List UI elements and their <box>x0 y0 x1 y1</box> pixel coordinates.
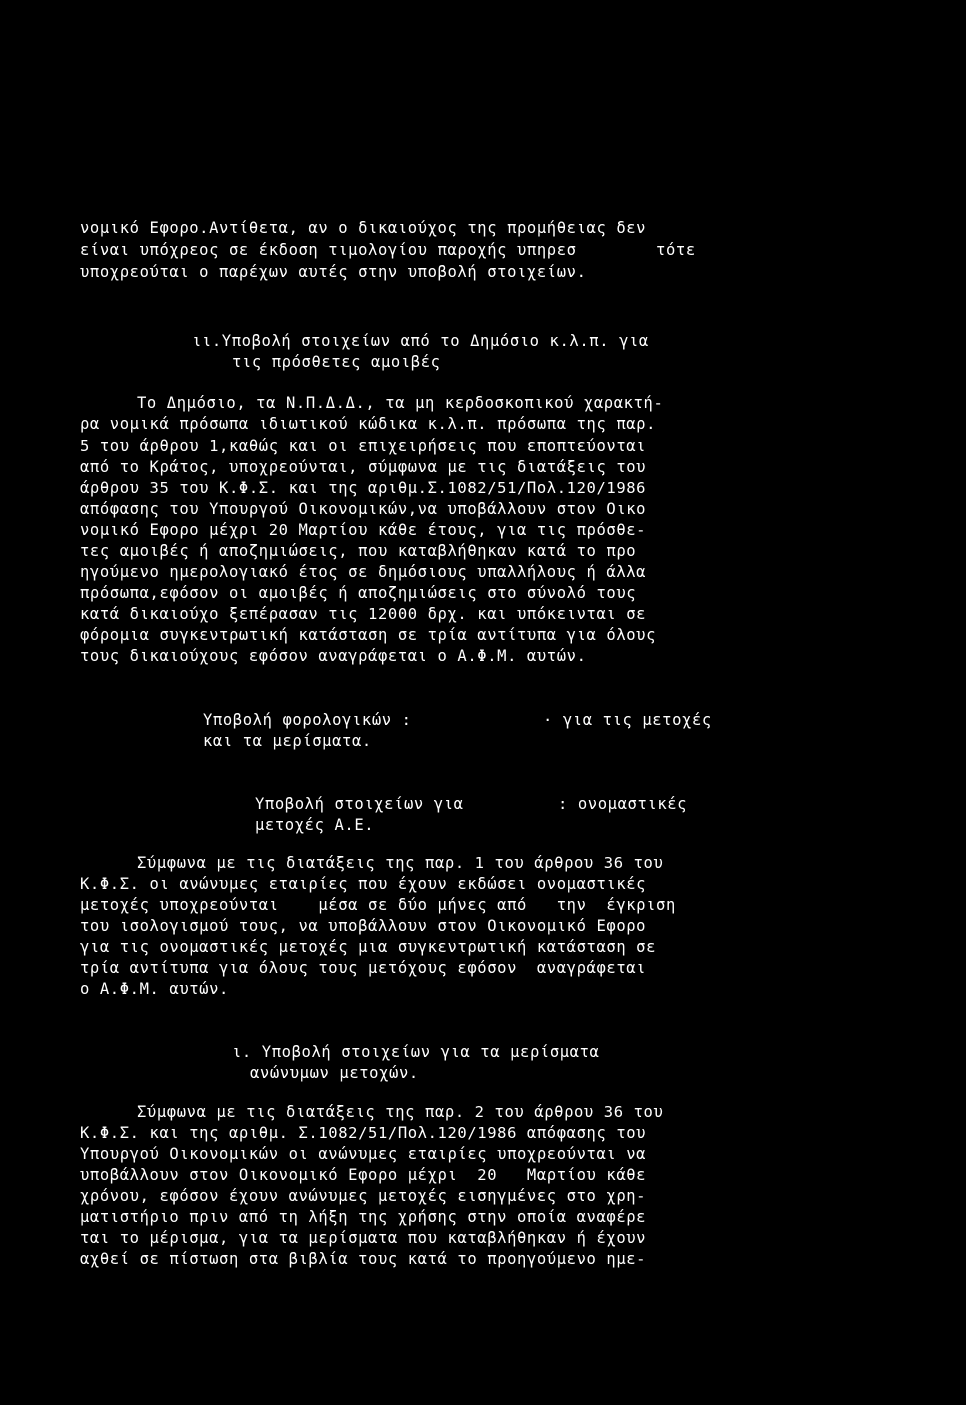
named-shares-paragraph-line: τρία αντίτυπα για όλους τους μετόχους εφόσον αναγράφεται <box>80 959 647 977</box>
section-ii-paragraph-line: άρθρου 35 του Κ.Φ.Σ. και της αριθμ.Σ.1082/51/Πολ.120/1986 <box>80 479 647 497</box>
section-ii-paragraph-line: τους δικαιούχους εφόσον αναγράφεται ο Α.Φ.Μ. αυτών. <box>80 647 587 665</box>
named-shares-heading-right: : ονομαστικές <box>558 795 688 813</box>
named-shares-paragraph-line: του ισολογισμού τους, να υποβάλλουν στον Οικονομικό Εφορο <box>80 917 647 935</box>
section-ii-paragraph-line: νομικό Εφορο μέχρι 20 Μαρτίου κάθε έτους, για τις πρόσθε- <box>80 521 647 539</box>
section-ii-paragraph-line: ρα νομικά πρόσωπα ιδιωτικού κώδικα κ.λ.π. πρόσωπα της παρ. <box>80 415 657 433</box>
section-ii-paragraph-line: πρόσωπα,εφόσον οι αμοιβές ή αποζημιώσεις στο σύνολό τους <box>80 584 637 602</box>
section-i-paragraph-line: χρόνου, εφόσον έχουν ανώνυμες μετοχές εισηγμένες στο χρη- <box>80 1187 647 1205</box>
section-ii-heading: τις πρόσθετες αμοιβές <box>232 353 441 371</box>
section-i-paragraph-line: αχθεί σε πίστωση στα βιβλία τους κατά το προηγούμενο ημε- <box>80 1250 647 1268</box>
section-i-paragraph-line: υποβάλλουν στον Οικονομικό Εφορο μέχρι 20 Μαρτίου κάθε <box>80 1166 647 1184</box>
tax-statements-heading-right: · για τις μετοχές <box>543 711 712 729</box>
section-ii-paragraph-line: κατά δικαιούχο ξεπέρασαν τις 12000 δρχ. και υπόκεινται σε <box>80 605 647 623</box>
section-ii-paragraph-line: 5 του άρθρου 1,καθώς και οι επιχειρήσεις που εποπτεύονται <box>80 437 647 455</box>
section-i-paragraph-line: Κ.Φ.Σ. και της αριθμ. Σ.1082/51/Πολ.120/1986 απόφασης του <box>80 1124 647 1142</box>
named-shares-heading: μετοχές Α.Ε. <box>255 816 375 834</box>
named-shares-paragraph-line: Κ.Φ.Σ. οι ανώνυμες εταιρίες που έχουν εκδώσει ονομαστικές <box>80 875 647 893</box>
intro-line: υποχρεούται ο παρέχων αυτές στην υποβολή στοιχείων. <box>80 263 587 281</box>
section-ii-paragraph-line: από το Κράτος, υποχρεούνται, σύμφωνα με τις διατάξεις του <box>80 458 647 476</box>
section-i-paragraph-line: ται το μέρισμα, για τα μερίσματα που καταβλήθηκαν ή έχουν <box>80 1229 647 1247</box>
named-shares-heading: Υποβολή στοιχείων για <box>255 795 464 813</box>
named-shares-paragraph-line: ο Α.Φ.Μ. αυτών. <box>80 980 229 998</box>
section-i-paragraph-line: Υπουργού Οικονομικών οι ανώνυμες εταιρίες υποχρεούνται να <box>80 1145 647 1163</box>
intro-line: νομικό Εφορο.Αντίθετα, αν ο δικαιούχος της προμήθειας δεν <box>80 219 647 237</box>
section-i-heading: ι. Υποβολή στοιχείων για τα μερίσματα <box>232 1043 600 1061</box>
section-i-paragraph-line: Σύμφωνα με τις διατάξεις της παρ. 2 του άρθρου 36 του <box>137 1103 664 1121</box>
named-shares-paragraph-line: μετοχές υποχρεούνται μέσα σε δύο μήνες από την έγκριση <box>80 896 676 914</box>
section-i-paragraph-line: ματιστήριο πριν από τη λήξη της χρήσης στην οποία αναφέρε <box>80 1208 647 1226</box>
tax-statements-heading: και τα μερίσματα. <box>203 732 372 750</box>
section-ii-paragraph-line: τες αμοιβές ή αποζημιώσεις, που καταβλήθηκαν κατά το προ <box>80 542 637 560</box>
section-ii-heading: ιι.Υποβολή στοιχείων από το Δημόσιο κ.λ.π. για <box>192 332 649 350</box>
section-ii-paragraph-line: απόφασης του Υπουργού Οικονομικών,να υποβάλλουν στον Οικο <box>80 500 647 518</box>
named-shares-paragraph-line: για τις ονομαστικές μετοχές μια συγκεντρωτική κατάσταση σε <box>80 938 657 956</box>
tax-statements-heading: Υποβολή φορολογικών : <box>203 711 412 729</box>
section-ii-paragraph-line: Το Δημόσιο, τα Ν.Π.Δ.Δ., τα μη κερδοσκοπικού χαρακτή- <box>137 394 664 412</box>
section-ii-paragraph-line: ηγούμενο ημερολογιακό έτος σε δημόσιους υπαλλήλους ή άλλα <box>80 563 647 581</box>
named-shares-paragraph-line: Σύμφωνα με τις διατάξεις της παρ. 1 του άρθρου 36 του <box>137 854 664 872</box>
section-ii-paragraph-line: φόρομια συγκεντρωτική κατάσταση σε τρία αντίτυπα για όλους <box>80 626 657 644</box>
intro-line: είναι υπόχρεος σε έκδοση τιμολογίου παροχής υπηρεσ τότε <box>80 241 696 259</box>
section-i-heading: ανώνυμων μετοχών. <box>250 1064 419 1082</box>
